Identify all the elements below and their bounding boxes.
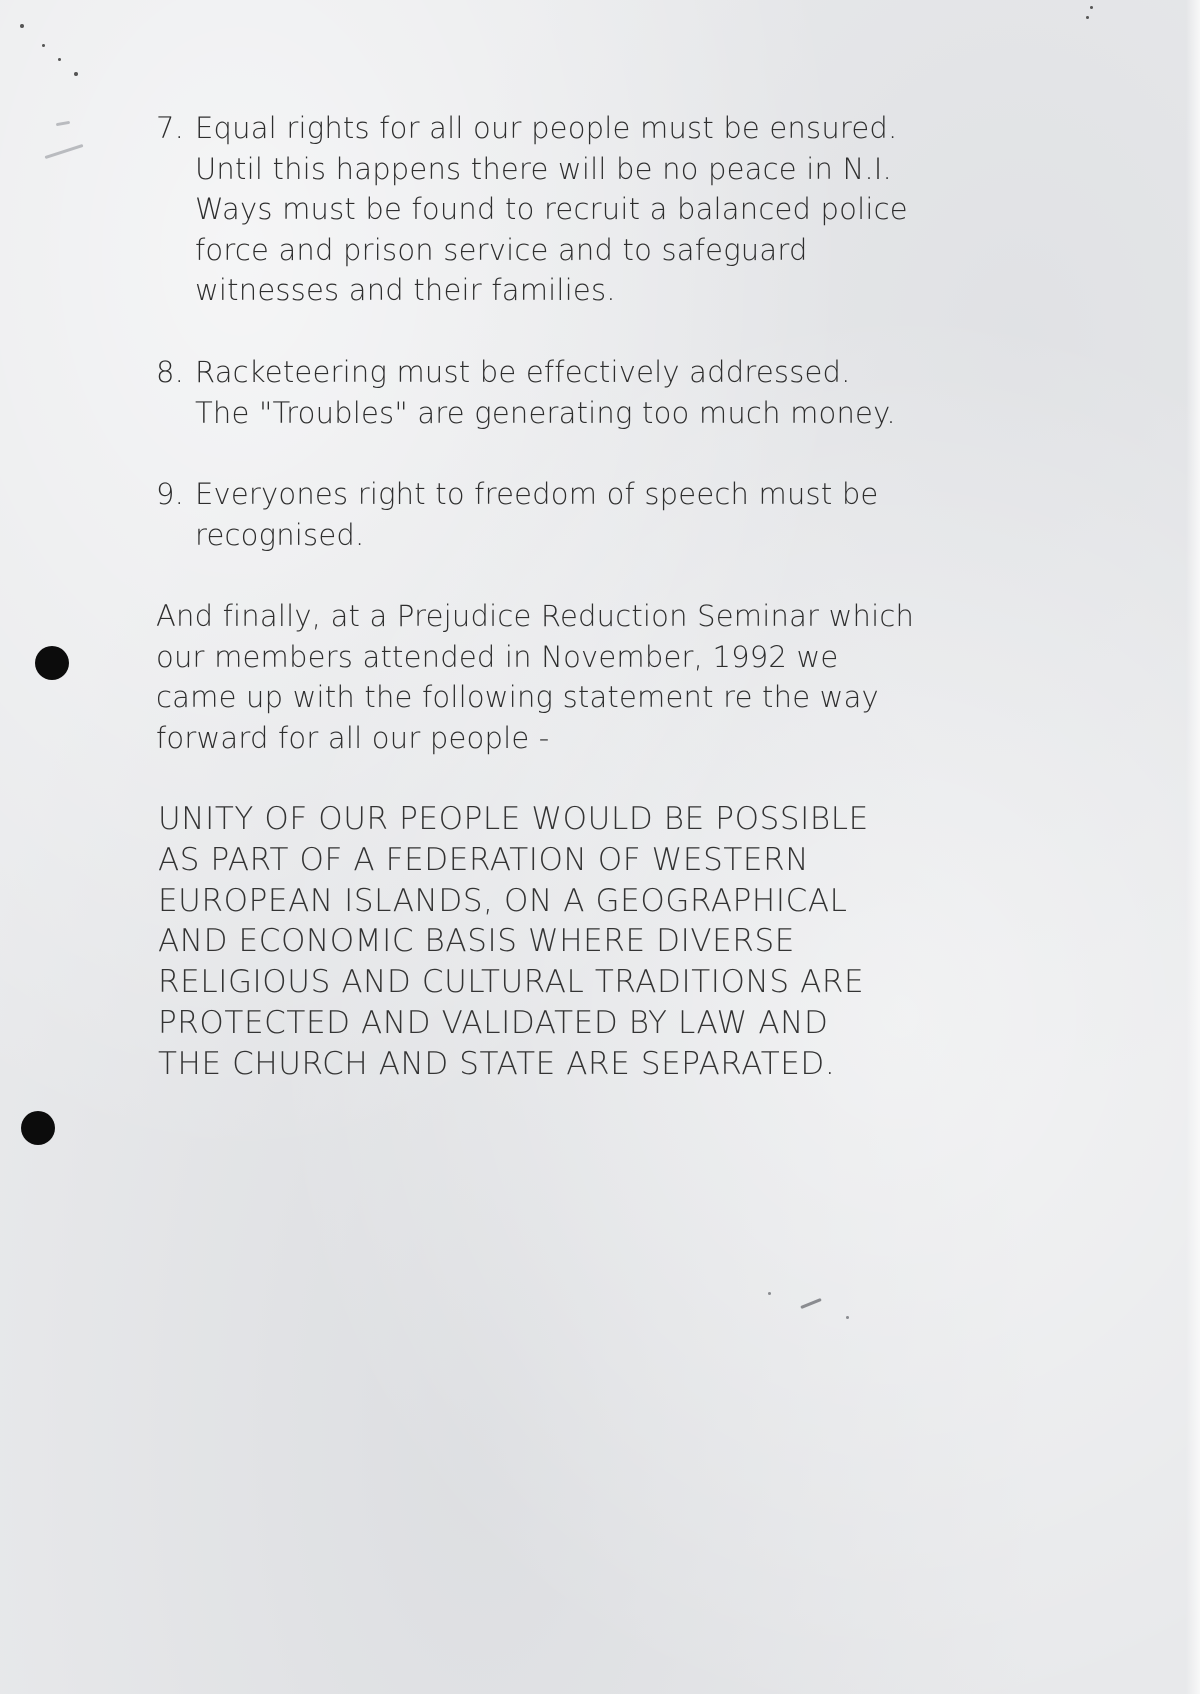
item-text bbox=[195, 108, 1056, 311]
scan-speck bbox=[42, 44, 45, 47]
statement-line: AND ECONOMIC BASIS WHERE DIVERSE bbox=[158, 923, 795, 960]
text-line: recognised. bbox=[195, 517, 365, 552]
text-line: Until this happens there will be no peace in N.I. bbox=[195, 151, 892, 186]
scan-speck bbox=[846, 1316, 849, 1319]
text-line: witnesses and their families. bbox=[195, 273, 616, 307]
scan-mark bbox=[800, 1298, 822, 1309]
item-number: 8. bbox=[156, 355, 185, 389]
statement-line: UNITY OF OUR PEOPLE WOULD BE POSSIBLE bbox=[158, 801, 869, 837]
punch-hole bbox=[35, 646, 69, 680]
numbered-item-8 bbox=[156, 352, 1056, 433]
statement-line: AS PART OF A FEDERATION OF WESTERN bbox=[158, 841, 810, 878]
text-line: And finally, at a Prejudice Reduction Seminar which bbox=[156, 599, 915, 633]
closing-paragraph bbox=[156, 596, 1056, 758]
statement-line: PROTECTED AND VALIDATED BY LAW AND bbox=[158, 1004, 829, 1041]
scan-speck bbox=[58, 58, 61, 61]
seminar-statement bbox=[158, 799, 1058, 1085]
text-line: Racketeering must be effectively addressed. bbox=[195, 355, 851, 389]
item-text bbox=[195, 474, 1056, 555]
scan-speck bbox=[768, 1292, 771, 1295]
text-line: came up with the following statement re the way bbox=[156, 680, 879, 714]
text-line: Equal rights for all our people must be ensured. bbox=[195, 111, 898, 145]
page-edge bbox=[1186, 0, 1200, 1694]
scan-speck bbox=[1086, 16, 1089, 19]
scan-speck bbox=[1090, 6, 1093, 9]
statement-line: EUROPEAN ISLANDS, ON A GEOGRAPHICAL bbox=[158, 882, 848, 919]
punch-hole bbox=[21, 1111, 55, 1145]
statement-line: THE CHURCH AND STATE ARE SEPARATED. bbox=[158, 1045, 836, 1082]
item-number: 7. bbox=[156, 111, 185, 145]
scan-mark bbox=[56, 121, 70, 126]
numbered-item-7 bbox=[156, 108, 1056, 311]
text-line: our members attended in November, 1992 we bbox=[156, 639, 839, 674]
text-line: Everyones right to freedom of speech must be bbox=[195, 477, 879, 511]
item-text bbox=[195, 352, 1056, 433]
statement-line: RELIGIOUS AND CULTURAL TRADITIONS ARE bbox=[158, 964, 865, 1001]
item-number: 9. bbox=[156, 477, 185, 511]
text-line: forward for all our people - bbox=[156, 720, 550, 755]
text-line: force and prison service and to safeguard bbox=[195, 232, 808, 267]
scan-speck bbox=[74, 72, 78, 76]
numbered-item-9 bbox=[156, 474, 1056, 555]
text-line: Ways must be found to recruit a balanced police bbox=[195, 192, 908, 226]
scan-speck bbox=[20, 24, 24, 28]
scan-mark bbox=[45, 144, 84, 159]
text-line: The "Troubles" are generating too much money. bbox=[195, 395, 896, 430]
